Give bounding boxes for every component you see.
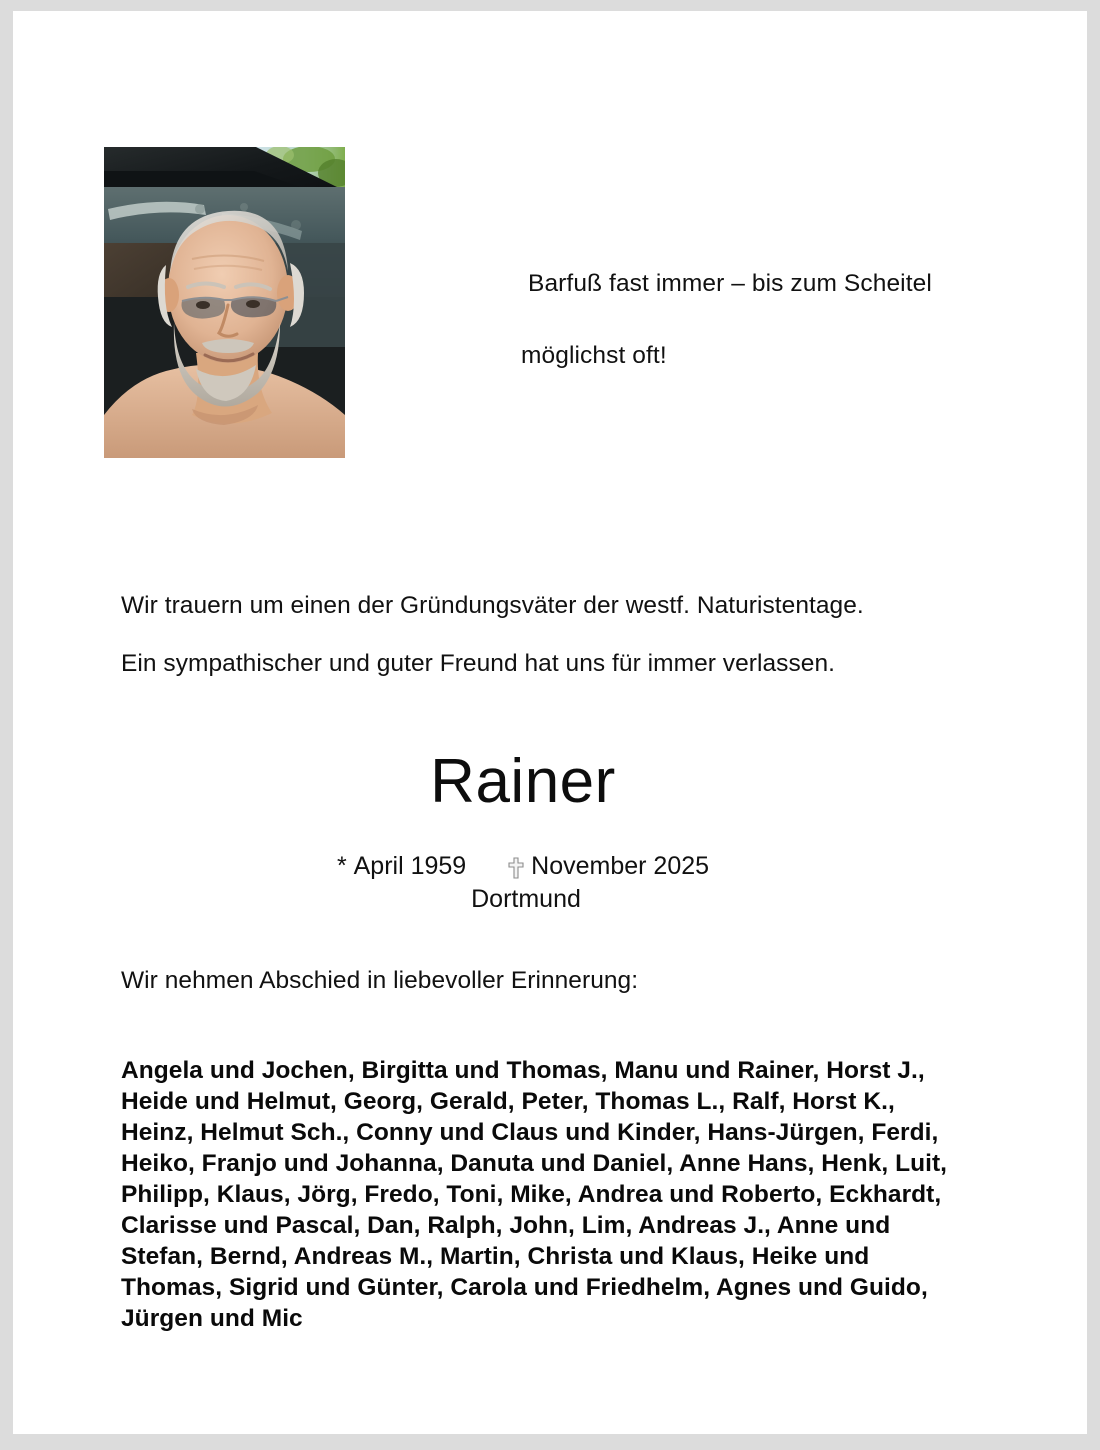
mourners-line: Heide und Helmut, Georg, Gerald, Peter, Thomas L., Ralf, Horst K., [121,1088,895,1115]
life-dates [13,851,1033,881]
mourners-line: Clarisse und Pascal, Dan, Ralph, John, Lim, Andreas J., Anne und [121,1212,891,1239]
farewell-line: Wir nehmen Abschied in liebevoller Erinnerung: [121,967,639,994]
death-date: November 2025 [531,852,710,880]
mourners-line: Philipp, Klaus, Jörg, Fredo, Toni, Mike, Andrea und Roberto, Eckhardt, [121,1181,942,1208]
memorial-quote [521,230,1041,410]
mourners-line: Heinz, Helmut Sch., Conny und Claus und Kinder, Hans-Jürgen, Ferdi, [121,1119,939,1146]
birth-symbol: * [336,852,347,880]
place-of-origin: Dortmund [471,885,581,913]
mourners-line: Thomas, Sigrid und Günter, Carola und Friedhelm, Agnes und Guido, [121,1274,928,1301]
christian-cross-icon [508,857,524,879]
deceased-name: Rainer [430,747,616,816]
tribute-line-1: Wir trauern um einen der Gründungsväter der westf. Naturistentage. [121,592,864,619]
portrait-photo [104,147,345,458]
portrait-photo-image [104,147,345,458]
mourners-line: Stefan, Bernd, Andreas M., Martin, Christa und Klaus, Heike und [121,1243,870,1270]
memorial-card-page [13,11,1087,1434]
quote-line-2: möglichst oft! [521,342,667,369]
mourners-line: Angela und Jochen, Birgitta und Thomas, Manu und Rainer, Horst J., [121,1057,925,1084]
mourners-list [121,1055,1041,1334]
mourners-line: Heiko, Franjo und Johanna, Danuta und Daniel, Anne Hans, Henk, Luit, [121,1150,948,1177]
quote-line-1: Barfuß fast immer – bis zum Scheitel [528,270,932,297]
birth-date: April 1959 [353,852,467,880]
mourners-line: Jürgen und Mic [121,1305,303,1332]
tribute-line-2: Ein sympathischer und guter Freund hat uns für immer verlassen. [121,650,835,677]
